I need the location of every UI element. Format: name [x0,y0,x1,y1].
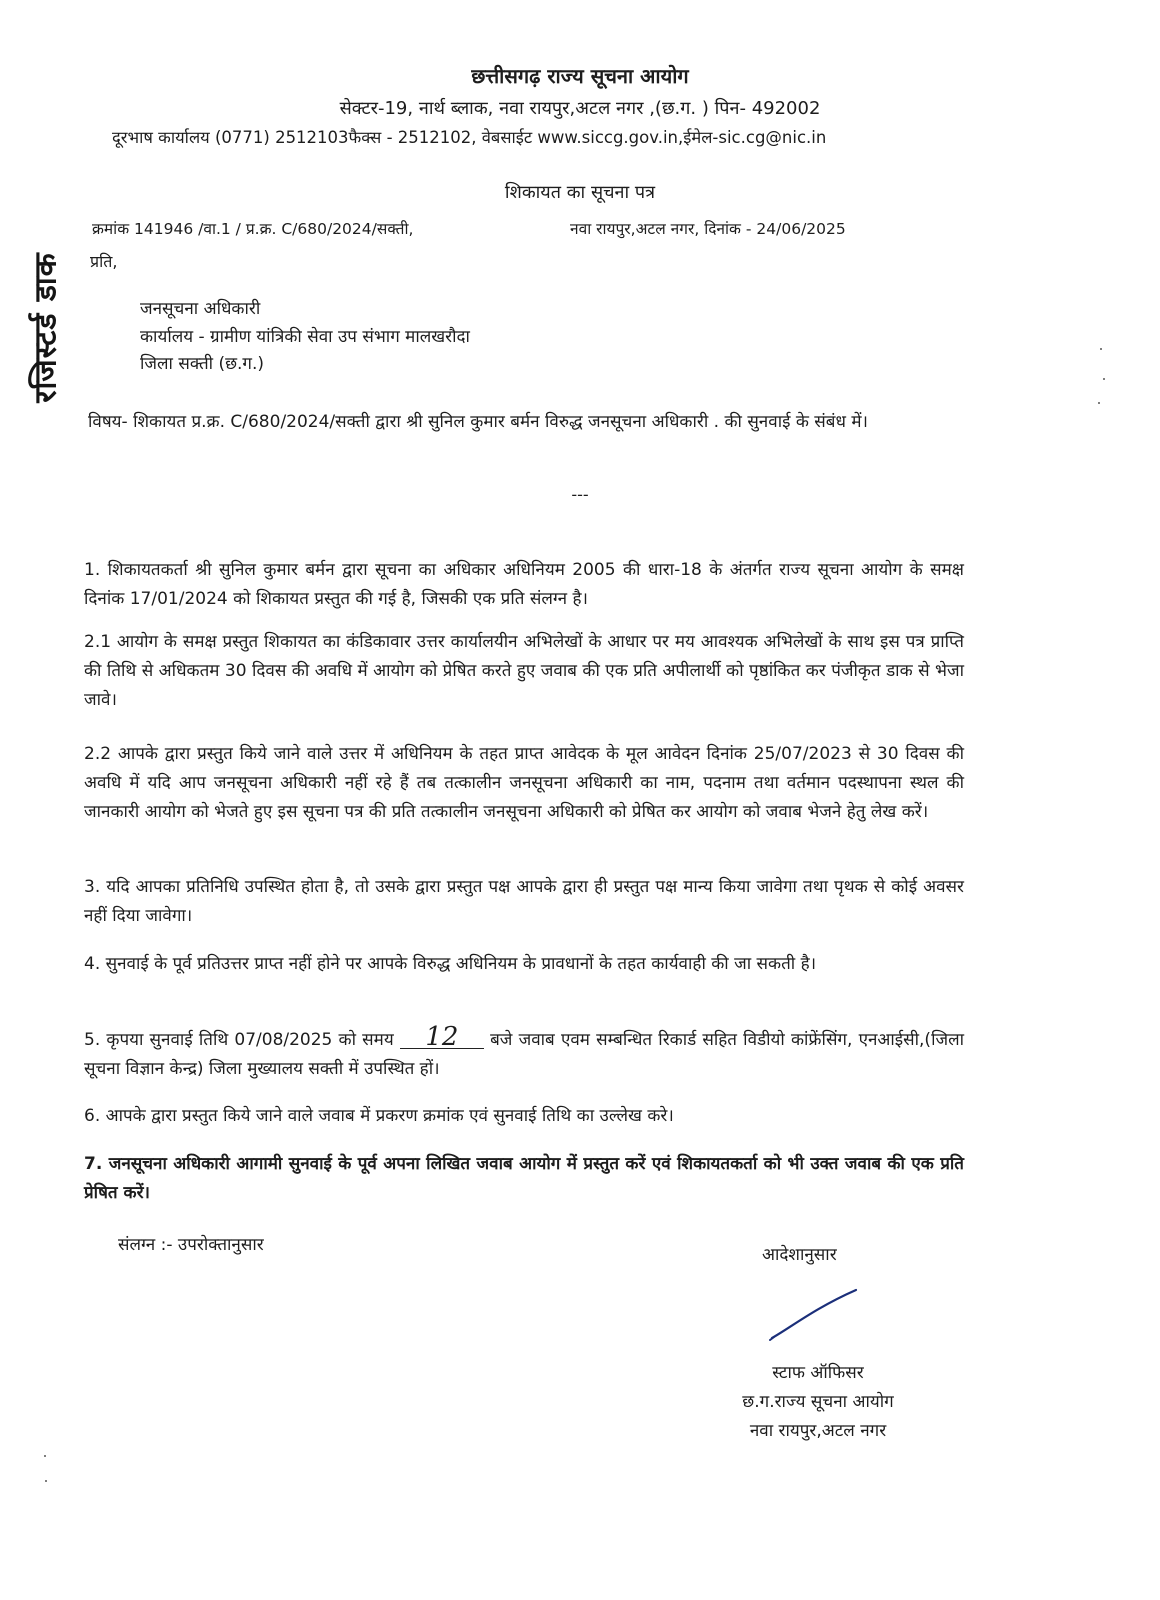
paragraph-6: 6. आपके द्वारा प्रस्तुत किये जाने वाले जवाब में प्रकरण क्रमांक एवं सुनवाई तिथि का उल्लेख करे। [84,1106,674,1126]
registered-post-stamp [22,222,66,432]
subject [88,408,963,437]
signature [760,1280,870,1350]
subject-text: विषय- शिकायत प्र.क्र. C/680/2024/सक्ती द्वारा श्री सुनिल कुमार बर्मन विरुद्ध जनसूचना अधिकारी . की सुनवाई के संबंध में। [88,412,868,432]
scan-speck [1098,402,1100,404]
separator: --- [571,485,589,504]
letter-type-heading: शिकायत का सूचना पत्र [504,182,656,203]
scan-speck [1100,348,1102,350]
signature-tail [770,1337,774,1340]
paragraph-1: 1. शिकायतकर्ता श्री सुनिल कुमार बर्मन द्वारा सूचना का अधिकार अधिनियम 2005 की धारा-18 के अंतर्गत राज्य सूचना आयोग के समक्ष दिनांक 17/01/2024 को शिकायत प्रस्तुत की गई है, जिसकी एक प्रति संलग्न है। [84,560,964,609]
org-title: छत्तीसगढ़ राज्य सूचना आयोग [471,64,689,88]
signatory-location: नवा रायपुर,अटल नगर [749,1421,887,1441]
paragraph-7: 7. जनसूचना अधिकारी आगामी सुनवाई के पूर्व अपना लिखित जवाब आयोग में प्रस्तुत करें एवं शिकायतकर्ता को भी उक्त जवाब की एक प्रति प्रेषित करें। [84,1154,964,1203]
paragraph-4: 4. सुनवाई के पूर्व प्रतिउत्तर प्राप्त नहीं होने पर आपके विरुद्ध अधिनियम के प्रावधानों के तहत कार्यवाही की जा सकती है। [84,954,817,974]
recipient-line-3: जिला सक्ती (छ.ग.) [140,354,265,374]
scan-speck [44,1455,46,1457]
hearing-time-handwritten: 12 [400,1026,484,1049]
paragraph-5-end: बजे जवाब एवम सम्बन्धित रिकार्ड सहित विडीयो कांफ्रेंसिंग, एनआईसी,(जिला सूचना विज्ञान केन्द्र) जिला मुख्यालय सक्ती में उपस्थित हों। [84,1030,965,1079]
signatory-office: छ.ग.राज्य सूचना आयोग [742,1392,894,1412]
reference-number: क्रमांक 141946 /वा.1 / प्र.क्र. C/680/2024/सक्ती, [92,220,414,238]
paragraph-5-start: 5. कृपया सुनवाई तिथि 07/08/2025 को समय [84,1030,394,1050]
stamp-text: रजिस्टर्ड डाक [28,251,64,403]
org-contact: दूरभाष कार्यालय (0771) 2512103फैक्स - 2512102, वेबसाईट www.siccg.gov.in,ईमेल-sic.cg@nic.in [112,128,827,147]
paragraph-2-1: 2.1 आयोग के समक्ष प्रस्तुत शिकायत का कंडिकावार उत्तर कार्यालयीन अभिलेखों के आधार पर मय आवश्यक अभिलेखों के साथ इस पत्र प्राप्ति की तिथि से अधिकतम 30 दिवस की अवधि में आयोग को प्रेषित करते हुए जवाब की एक प्रति अपीलार्थी को पृष्ठांकित कर पंजीकृत डाक से भेजा जावे। [84,632,964,710]
to-label: प्रति, [90,252,118,271]
signature-stroke [772,1290,856,1338]
signatory-designation: स्टाफ ऑफिसर [772,1363,864,1383]
paragraph-5 [84,1022,965,1084]
scan-speck [1103,378,1105,380]
place-date: नवा रायपुर,अटल नगर, दिनांक - 24/06/2025 [570,220,846,238]
org-address: सेक्टर-19, नार्थ ब्लाक, नवा रायपुर,अटल नगर ,(छ.ग. ) पिन- 492002 [339,98,821,119]
recipient-line-2: कार्यालय - ग्रामीण यांत्रिकी सेवा उप संभाग मालखरौदा [140,327,470,347]
paragraph-3: 3. यदि आपका प्रतिनिधि उपस्थित होता है, तो उसके द्वारा प्रस्तुत पक्ष आपके द्वारा ही प्रस्तुत पक्ष मान्य किया जावेगा तथा पृथक से कोई अवसर नहीं दिया जावेगा। [84,877,964,926]
recipient-line-1: जनसूचना अधिकारी [140,299,261,319]
enclosure-note: संलग्न :- उपरोक्तानुसार [118,1235,264,1255]
scan-speck [45,1480,47,1482]
by-order: आदेशानुसार [762,1245,837,1265]
paragraph-2-2: 2.2 आपके द्वारा प्रस्तुत किये जाने वाले उत्तर में अधिनियम के तहत प्राप्त आवेदक के मूल आवेदन दिनांक 25/07/2023 से 30 दिवस की अवधि में यदि आप जनसूचना अधिकारी नहीं रहे हैं तब तत्कालीन जनसूचना अधिकारी का नाम, पदनाम तथा वर्तमान पदस्थापना स्थल की जानकारी आयोग को भेजते हुए इस सूचना पत्र की प्रति तत्कालीन जनसूचना अधिकारी को प्रेषित कर आयोग को जवाब भेजने हेतु लेख करें। [84,744,964,822]
